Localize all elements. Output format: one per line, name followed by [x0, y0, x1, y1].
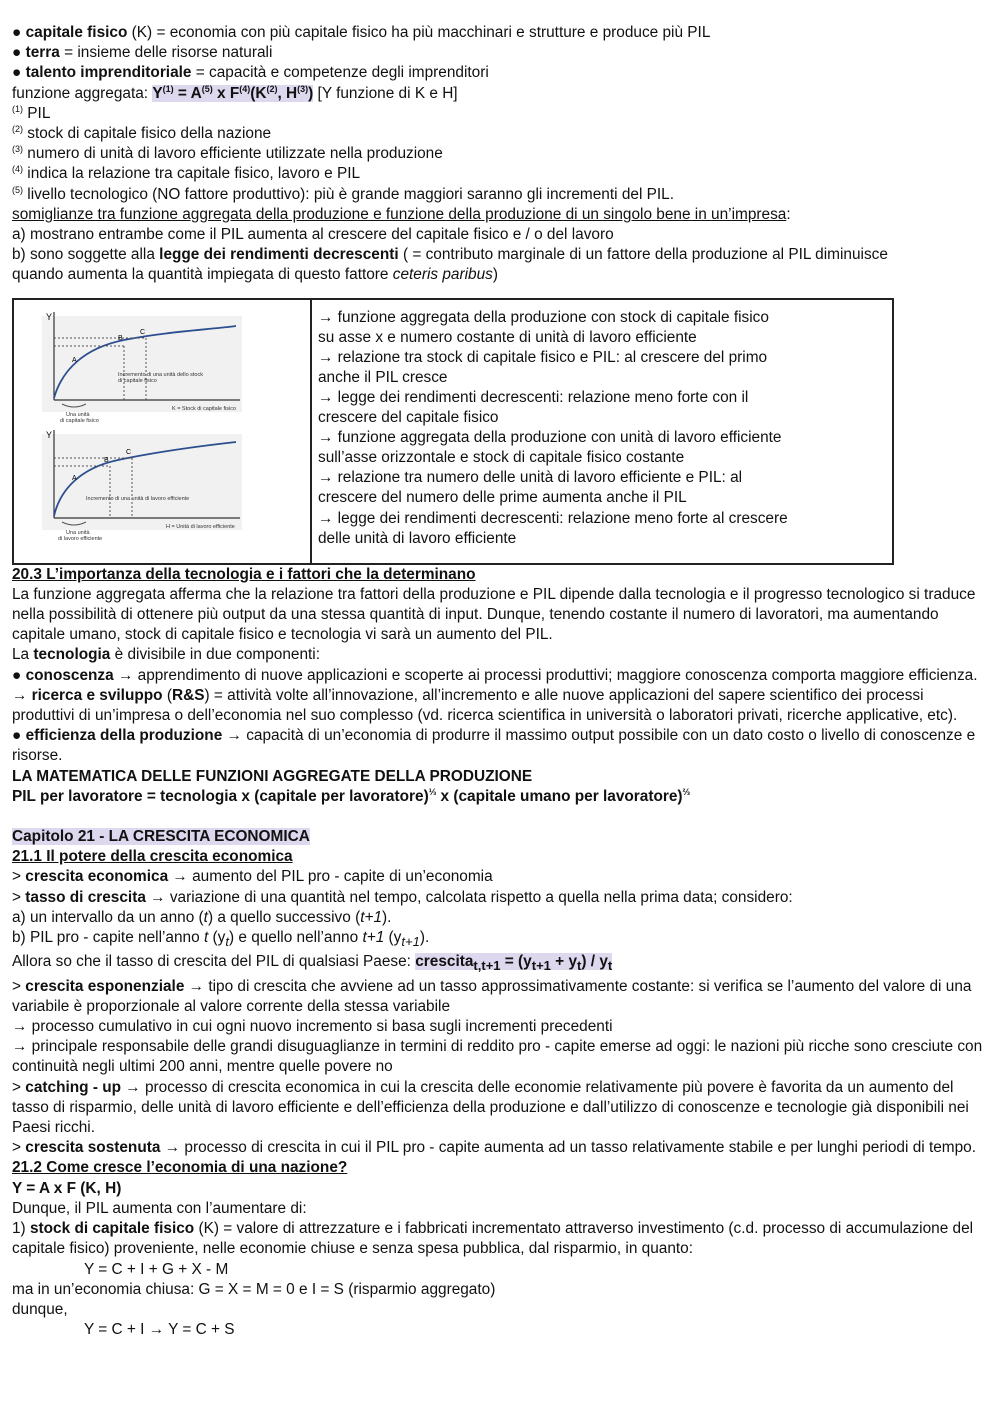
footnote-text: PIL: [23, 104, 51, 122]
growth-rate-b: [12, 928, 990, 952]
text: → processo di crescita in cui il PIL pro - capite aumenta ad un tasso relativamente stabile e per lunghi periodi di tempo.: [160, 1139, 976, 1157]
formula-f: x F: [212, 84, 240, 102]
factor-text: = capacità e competenze degli imprenditori: [191, 64, 489, 82]
closed-economy-line: ma in un’economia chiusa: G = X = M = 0 e I = S (risparmio aggregato): [12, 1280, 496, 1298]
figure-note-line: → legge dei rendimenti decrescenti: relazione meno forte con il: [318, 389, 749, 407]
similarities-heading: [12, 205, 990, 225]
graph-annotation: Incremento di una unità di lavoro efficiente: [86, 495, 190, 502]
sustained-growth-def: [12, 1138, 990, 1158]
factor-label: capitale fisico: [25, 24, 128, 41]
figure-note-line: sull’asse orizzontale e stock di capitale fisico costante: [318, 449, 685, 467]
similarity-b: [12, 245, 990, 265]
growth-rate-a: [12, 908, 990, 928]
graph-annotation: Incremento di una unità dello stock: [118, 371, 203, 378]
footnote-ref: (2): [266, 83, 278, 94]
italic-term: ceteris paribus: [392, 266, 493, 284]
bold-term: crescita economica: [25, 868, 169, 886]
equation-1: Y = C + I + G + X - M: [84, 1260, 229, 1278]
figure-note-line: → funzione aggregata della produzione con stock di capitale fisico: [318, 308, 769, 326]
text: ).: [419, 929, 430, 947]
footnote-text: numero di unità di lavoro efficiente utilizzate nella produzione: [23, 145, 443, 163]
economic-growth-def: [12, 867, 990, 887]
point-label-c: C: [140, 328, 146, 336]
figure-note-line: → relazione tra stock di capitale fisico e PIL: al crescere del primo: [318, 348, 768, 366]
figure-note-line: crescere del capitale fisico: [318, 409, 499, 427]
footnote-mark: (4): [12, 164, 23, 175]
math-heading: LA MATEMATICA DELLE FUNZIONI AGGREGATE DELLA PRODUZIONE: [12, 767, 533, 785]
figure-note-line: → funzione aggregata della produzione con unità di lavoro efficiente: [318, 429, 782, 447]
footnote-mark: (1): [12, 103, 23, 114]
efficiency-item: ● efficienza della produzione → capacità di un’economia di produrre il massimo output possibile con un dato costo o livello di conoscenze e risorse.: [12, 727, 976, 765]
text: La: [12, 646, 34, 664]
footnote-text: livello tecnologico (NO fattore produttivo): più è grande maggiori saranno gli incrementi del PIL.: [23, 185, 675, 203]
text: (y: [384, 929, 402, 947]
growth-rate-formula-line: [12, 952, 990, 976]
bold-term: tasso di crescita: [25, 888, 146, 906]
text: ( = contributo marginale di un fattore della produzione al PIL diminuisce: [398, 246, 888, 264]
italic-term: t: [203, 908, 208, 926]
bold-term: ricerca e sviluppo: [31, 686, 163, 704]
bold-term: crescita esponenziale: [25, 977, 185, 995]
italic-term: t+1: [362, 929, 385, 947]
formula-h: , H: [277, 84, 298, 102]
math-formula: [12, 787, 990, 807]
formula-part: ) / y: [581, 953, 608, 971]
dunque-line: dunque,: [12, 1300, 68, 1318]
footnote-text: stock di capitale fisico della nazione: [23, 125, 272, 143]
exponential-growth-def: [12, 977, 990, 1017]
bold-term: crescita sostenuta: [25, 1139, 161, 1157]
exponent: ⅓: [428, 786, 437, 797]
chapter-title-text: Capitolo 21 - LA CRESCITA ECONOMICA: [12, 828, 310, 846]
marker: >: [12, 977, 26, 995]
exponential-growth-a: → processo cumulativo in cui ogni nuovo incremento si basa sugli incrementi precedenti: [12, 1018, 613, 1036]
formula-suffix: [Y funzione di K e H]: [313, 84, 458, 102]
exponential-growth-b: → principale responsabile delle grandi disuguaglianze in termini di reddito pro - capite emerse ad oggi: le nazioni più ricche sono cresciute con continuità negli ultimi 200 anni, mentre quelle povere no: [12, 1038, 983, 1076]
exponent: ⅔: [682, 786, 691, 797]
text: ) a quello successivo (: [207, 908, 361, 926]
section-heading-20-3: 20.3 L’importanza della tecnologia e i fattori che la determinano: [12, 565, 476, 583]
formula: [152, 85, 313, 102]
brace-label: Una unità: [66, 411, 90, 418]
marker: >: [12, 1078, 26, 1096]
italic-term: t+1: [360, 908, 383, 926]
subscript: t+1: [401, 934, 420, 950]
spacer: [12, 807, 990, 827]
text: → apprendimento di nuove applicazioni e scoperte ai processi produttivi; maggiore conoscenza comporta maggiore efficienza.: [113, 666, 978, 684]
point-label-a: A: [72, 356, 77, 364]
text: → variazione di una quantità nel tempo, calcolata rispetto a quella nella prima data; considero:: [145, 888, 793, 906]
graph-labour: [42, 430, 242, 542]
text: (y: [208, 929, 226, 947]
figure-note-line: anche il PIL cresce: [318, 368, 448, 386]
text: ) = attività volte all’innovazione, all’incremento e alle nuove applicazioni del sapere scientifico dei processi produttivi di un’impresa o dell’economia nel suo complesso (vd. ricerca scientifica in università o laboratori privati, ricerche applicative, etc).: [12, 686, 958, 725]
footnote-1: [12, 104, 990, 124]
formula-part: crescita: [415, 953, 474, 971]
formula-y: Y: [152, 84, 163, 102]
subscript: t: [225, 934, 229, 950]
bold-term: conoscenza: [25, 666, 114, 684]
text: a) un intervallo da un anno (: [12, 908, 204, 926]
bold-term: catching - up: [25, 1078, 122, 1096]
text: → processo di crescita economica in cui la crescita delle economie relativamente più povere è favorita da un aumento del tasso di risparmio, delle unità di lavoro efficiente e dell’efficienza della produzione e dall’utilizzo di conoscenze e tecnologie già disponibili nei Paesi ricchi.: [12, 1078, 969, 1137]
axis-y-label: Y: [46, 429, 53, 440]
text: ).: [382, 908, 392, 926]
footnote-5: [12, 185, 990, 205]
graph-annotation-2: di capitale fisico: [118, 377, 157, 384]
graphs-cell: [14, 300, 312, 563]
text: (: [162, 686, 172, 704]
formula-part: = (y: [500, 953, 532, 971]
figure-note-line: → legge dei rendimenti decrescenti: relazione meno forte al crescere: [318, 509, 788, 527]
text: b) PIL pro - capite nell’anno: [12, 929, 204, 947]
bold-term: legge dei rendimenti decrescenti: [159, 246, 399, 264]
footnote-mark: (3): [12, 144, 23, 155]
point-label-b: B: [104, 456, 109, 464]
bold-term: tecnologia: [33, 646, 111, 664]
brace-label-2: di capitale fisico: [60, 417, 99, 424]
text: → tipo di crescita che avviene ad un tasso approssimativamente costante: si verifica se l’aumento del valore di una variabile è proporzionale al valore corrente della stessa variabile: [12, 977, 972, 1015]
factor-text: = insieme delle risorse naturali: [59, 44, 273, 62]
brace-label: Una unità: [66, 529, 90, 536]
factor-land: ● terra = insieme delle risorse naturali: [12, 44, 273, 62]
formula-part: + y: [550, 953, 578, 971]
arrow: →: [12, 686, 32, 704]
x-axis-label: K = Stock di capitale fisico: [172, 405, 237, 412]
point-label-c: C: [126, 448, 132, 456]
figure-note-line: → relazione tra numero delle unità di lavoro efficiente e PIL: al: [318, 469, 743, 487]
section-heading-21-2: 21.2 Come cresce l’economia di una nazione?: [12, 1159, 348, 1177]
point-label-a: A: [72, 474, 77, 482]
factor-text: (K) = economia con più capitale fisico ha più macchinari e strutture e produce più PIL: [127, 24, 711, 41]
document-page: [12, 23, 990, 1340]
figure-notes: [312, 300, 892, 563]
section-heading-21-1: 21.1 Il potere della crescita economica: [12, 848, 293, 866]
production-formula: Y = A x F (K, H): [12, 1179, 122, 1197]
text: quando aumenta la quantità impiegata di questo fattore: [12, 266, 393, 284]
text: è divisibile in due componenti:: [110, 646, 320, 664]
footnote-4: [12, 164, 990, 184]
text: ) e quello nell’anno: [228, 929, 363, 947]
text: Allora so che il tasso di crescita del PIL di qualsiasi Paese:: [12, 953, 416, 971]
factor-talent: ● talento imprenditoriale = capacità e competenze degli imprenditori: [12, 64, 489, 82]
text: (K) = valore di attrezzature e i fabbricati incrementato attraverso investimento (c.d. processo di accumulazione del capitale fisico) proveniente, nelle economie chiuse e senza spesa pubblica, dal risparmio, in quanto:: [12, 1220, 974, 1258]
bold-term: R&S: [171, 686, 205, 704]
tech-components-line: [12, 645, 990, 665]
subscript: t+1: [531, 958, 551, 974]
factor-label: talento imprenditoriale: [25, 64, 192, 82]
chapter-title: [12, 827, 990, 847]
capital-stock-item: [12, 1219, 990, 1259]
footnote-text: indica la relazione tra capitale fisico, lavoro e PIL: [23, 165, 361, 183]
formula-k: (K: [250, 84, 267, 102]
marker: >: [12, 1139, 26, 1157]
text: → capacità di un’economia di produrre il massimo output possibile con un dato costo o livello di conoscenze e risorse.: [12, 727, 976, 765]
factor-label: terra: [25, 44, 60, 62]
formula-close: ): [308, 84, 314, 102]
underlined-heading: somiglianze tra funzione aggregata della produzione e funzione della produzione di un singolo bene in un’impresa: [12, 205, 787, 223]
figure-note-line: delle unità di lavoro efficiente: [318, 529, 517, 547]
footnote-3: [12, 144, 990, 164]
text: b) sono soggette alla: [12, 246, 160, 264]
growth-intro: Dunque, il PIL aumenta con l’aumentare di:: [12, 1199, 307, 1217]
bold-term: stock di capitale fisico: [29, 1220, 195, 1238]
colon: :: [786, 205, 791, 223]
growth-rate-formula: [415, 953, 613, 974]
aggregate-function-line: [12, 84, 990, 104]
catching-up-def: [12, 1078, 990, 1139]
marker: >: [12, 868, 26, 886]
footnote-ref: (3): [297, 83, 309, 94]
factor-capital: ● capitale fisico (K) = economia con più capitale fisico ha più macchinari e strutture e produce più PIL: [12, 24, 711, 41]
production-graphs: [14, 300, 308, 563]
bold-term: efficienza della produzione: [25, 727, 223, 745]
footnote-mark: (5): [12, 184, 23, 195]
similarity-b-cont: [12, 265, 990, 285]
footnote-2: [12, 124, 990, 144]
axis-y-label: Y: [46, 311, 53, 322]
tech-paragraph: La funzione aggregata afferma che la relazione tra fattori della produzione e PIL dipende dalla tecnologia e il progresso tecnologico si traduce nella possibilità di ottenere più output da una stessa quantità di input. Dunque, tenendo costante il numero di lavoratori, ma aumentando capitale umano, stock di capitale fisico e tecnologia vi sarà un aumento del PIL.: [12, 585, 976, 644]
marker: >: [12, 888, 26, 906]
formula-part: PIL per lavoratore = tecnologia x (capitale per lavoratore): [12, 787, 429, 805]
similarity-a: a) mostrano entrambe come il PIL aumenta al crescere del capitale fisico e / o del lavoro: [12, 226, 614, 244]
subscript: t: [607, 958, 613, 974]
equation-2: Y = C + I → Y = C + S: [84, 1321, 235, 1339]
footnote-mark: (2): [12, 123, 23, 134]
graph-capital: [42, 312, 242, 424]
text: → aumento del PIL pro - capite di un’economia: [168, 868, 493, 886]
footnote-ref: (5): [201, 83, 213, 94]
formula-a: = A: [173, 84, 202, 102]
rs-item: [12, 686, 990, 726]
footnote-ref: (4): [239, 83, 251, 94]
growth-rate-def: [12, 888, 990, 908]
footnote-ref: (1): [162, 83, 174, 94]
marker: 1): [12, 1220, 30, 1238]
figure-table: [12, 298, 894, 565]
formula-prefix: funzione aggregata:: [12, 84, 153, 102]
figure-note-line: su asse x e numero costante di unità di lavoro efficiente: [318, 328, 697, 346]
text: ): [492, 266, 498, 284]
subscript: t,t+1: [473, 958, 501, 974]
knowledge-item: ● conoscenza → apprendimento di nuove applicazioni e scoperte ai processi produttivi; maggiore conoscenza comporta maggiore efficienza.: [12, 666, 978, 684]
italic-term: t: [203, 929, 209, 947]
subscript: t: [577, 958, 582, 974]
brace-label-2: di lavoro efficiente: [58, 535, 103, 542]
formula-part: x (capitale umano per lavoratore): [436, 787, 683, 805]
figure-note-line: crescere del numero delle prime aumenta anche il PIL: [318, 489, 687, 507]
point-label-b: B: [118, 334, 123, 342]
x-axis-label: H = Unità di lavoro efficiente: [166, 523, 235, 530]
